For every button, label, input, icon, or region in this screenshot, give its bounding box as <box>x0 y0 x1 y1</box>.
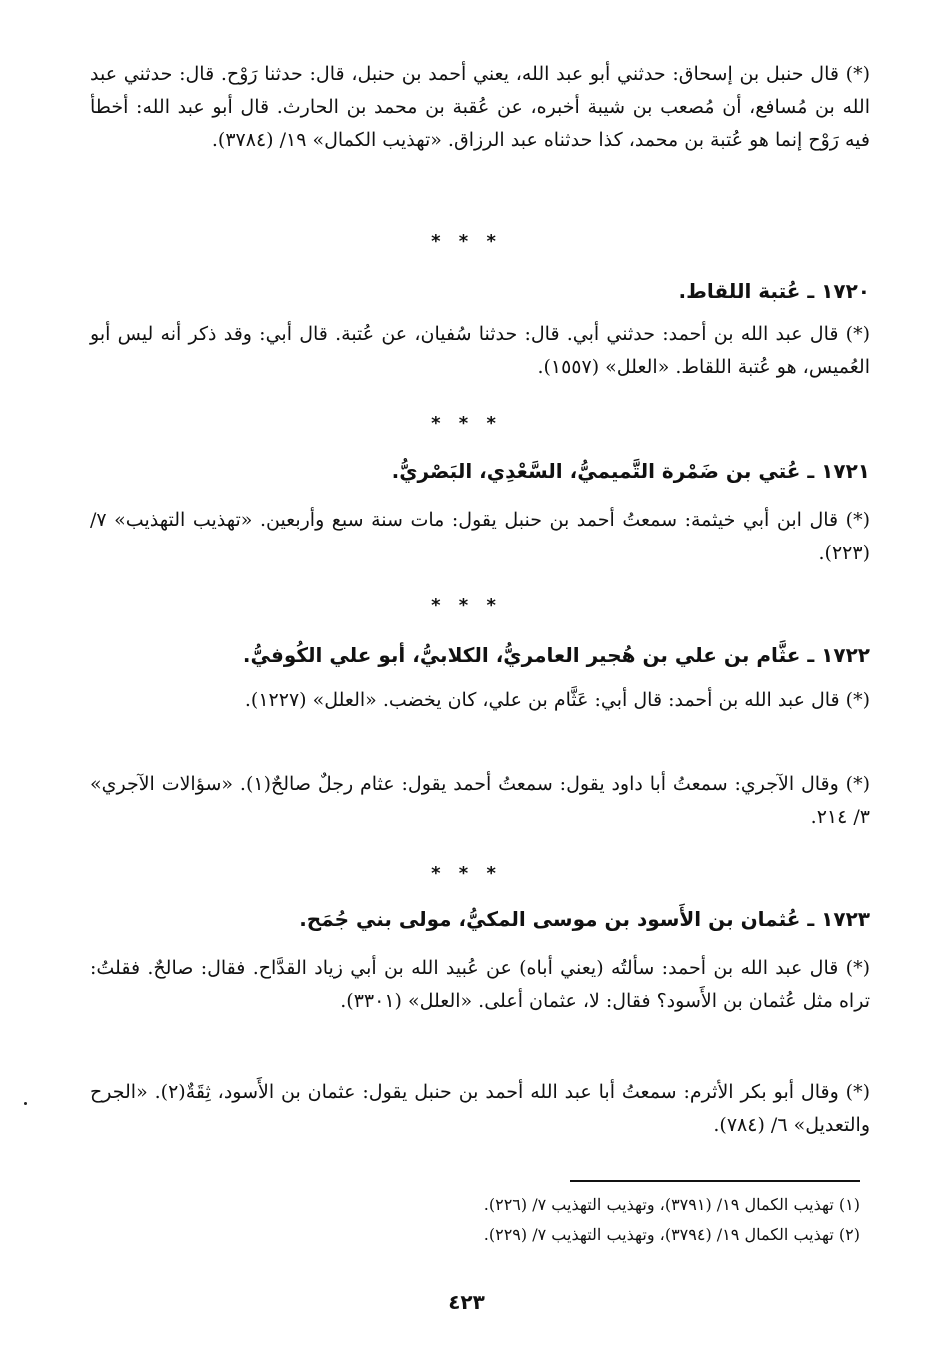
section-separator: * * * <box>431 231 502 252</box>
entry-1723-paragraph-1: (*) قال عبد الله بن أحمد: سألتُه (يعني أباه) عن عُبيد الله بن أبي زياد القدَّاح. فقال: صالحٌ. فقلتُ: تراه مثل عُثمان بن الأَسود؟ فقال: لا، عثمان أعلى. «العلل» (٣٣٠١). <box>90 957 870 1012</box>
footnote-2: (٢) تهذيب الكمال ١٩/ (٣٧٩٤)، وتهذيب التهذيب ٧/ (٢٢٩). <box>483 1225 860 1244</box>
entry-1720-paragraph: (*) قال عبد الله بن أحمد: حدثني أبي. قال: حدثنا سُفيان، عن عُتبة. قال أبي: وقد ذكر أنه ليس أبو العُميس، هو عُتبة اللقاط. «العلل» (١٥٥٧). <box>90 323 870 378</box>
entry-1721-paragraph: (*) قال ابن أبي خيثمة: سمعتُ أحمد بن حنبل يقول: مات سنة سبع وأربعين. «تهذيب التهذيب» ٧/ (٢٢٣). <box>90 509 870 564</box>
entry-1722-paragraph-2: (*) وقال الآجري: سمعتُ أبا داود يقول: سمعتُ أحمد يقول: عثام رجلٌ صالحٌ(١). «سؤالات الآجري» ٣/ ٢١٤. <box>90 773 870 828</box>
page-number: ٤٢٣ <box>448 1290 485 1314</box>
entry-1722-paragraph-1: (*) قال عبد الله بن أحمد: قال أبي: عَثَّام بن علي، كان يخضب. «العلل» (١٢٢٧). <box>244 689 870 711</box>
scan-speck <box>24 1102 27 1105</box>
entry-heading-1720: ١٧٢٠ ـ عُتبة اللقاط. <box>678 279 870 303</box>
section-separator: * * * <box>431 595 502 616</box>
paragraph-hanbal-narration: (*) قال حنبل بن إسحاق: حدثني أبو عبد الله، يعني أحمد بن حنبل، قال: حدثنا رَوْح. قال: حدثني عبد الله بن مُسافع، أن مُصعب بن شيبة أخبره، عن عُقبة بن محمد بن الحارث. قال أبو عبد الله: أخطأ فيه رَوْح إنما هو عُتبة بن محمد، كذا حدثناه عبد الرزاق. «تهذيب الكمال» ١٩/ (٣٧٨٤). <box>90 63 870 151</box>
footnote-1: (١) تهذيب الكمال ١٩/ (٣٧٩١)، وتهذيب التهذيب ٧/ (٢٢٦). <box>483 1195 860 1214</box>
section-separator: * * * <box>431 413 502 434</box>
section-separator: * * * <box>431 863 502 884</box>
entry-heading-1723: ١٧٢٣ ـ عُثمان بن الأَسود بن موسى المكيُّ، مولى بني جُمَح. <box>299 907 870 931</box>
entry-1723-paragraph-2: (*) وقال أبو بكر الأثرم: سمعتُ أبا عبد الله أحمد بن حنبل يقول: عثمان بن الأَسود، ثِقَةٌ(٢). «الجرح والتعديل» ٦/ (٧٨٤). <box>90 1081 870 1136</box>
entry-heading-1722: ١٧٢٢ ـ عثَّام بن علي بن هُجير العامريُّ، الكلابيُّ، أبو علي الكُوفيُّ. <box>242 643 870 667</box>
footnote-divider <box>570 1180 860 1182</box>
entry-heading-1721: ١٧٢١ ـ عُتي بن ضَمْرة التَّميميُّ، السَّعْدِي، البَصْريُّ. <box>391 459 870 483</box>
